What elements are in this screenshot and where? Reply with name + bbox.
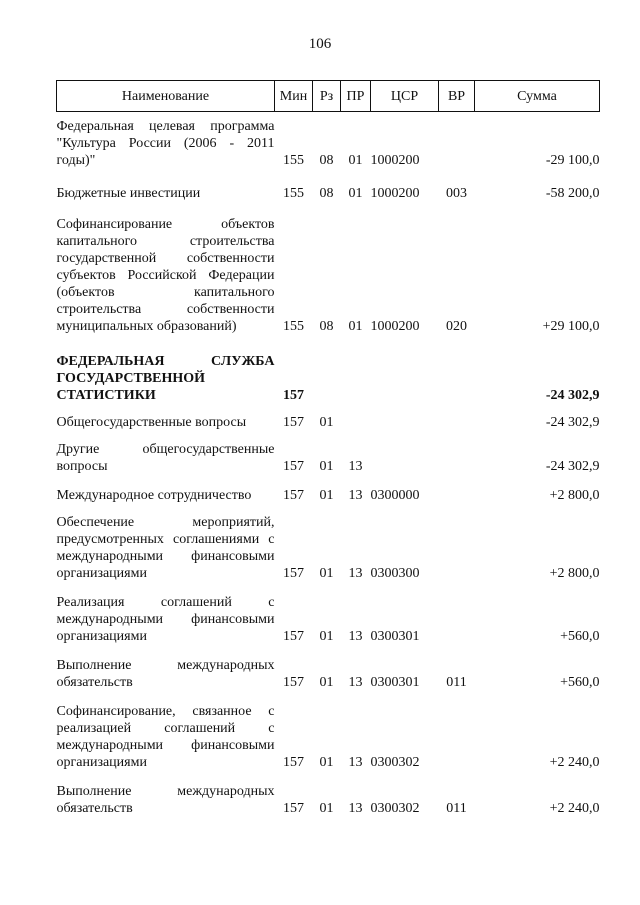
cell-sum: +2 240,0 (549, 755, 600, 770)
cell-pr: 13 (348, 566, 363, 581)
page-number: 106 (308, 36, 332, 52)
cell-rz: 01 (319, 488, 334, 503)
cell-name: ФЕДЕРАЛЬНАЯ СЛУЖБА ГОСУДАРСТВЕННОЙ СТАТИСТИКИ (56, 354, 275, 403)
header-csr: ЦСР (371, 81, 439, 112)
cell-rz: 01 (319, 566, 334, 581)
table-row (57, 112, 600, 170)
table-header-row (57, 81, 600, 112)
cell-rz: 08 (319, 186, 334, 201)
cell-vr: 003 (446, 186, 467, 201)
cell-sum: +2 800,0 (549, 566, 600, 581)
cell-pr: 01 (348, 186, 363, 201)
cell-min: 155 (283, 319, 304, 334)
table-row (57, 691, 600, 771)
cell-pr: 13 (348, 801, 363, 816)
budget-table (56, 80, 600, 817)
cell-csr: 0300000 (370, 488, 420, 503)
cell-pr: 01 (348, 153, 363, 168)
cell-name: Реализация соглашений с международными финансовыми организациями (56, 595, 275, 644)
table-row (57, 582, 600, 645)
header-name: Наименование (57, 81, 275, 112)
cell-vr (439, 404, 475, 431)
table-body (57, 112, 600, 818)
cell-name: Другие общегосударственные вопросы (56, 442, 275, 474)
cell-sum: +2 800,0 (549, 488, 600, 503)
table-row (57, 645, 600, 691)
cell-vr (439, 475, 475, 504)
header-rz: Рз (313, 81, 341, 112)
cell-vr (439, 112, 475, 170)
cell-rz: 01 (319, 629, 334, 644)
cell-vr (439, 504, 475, 582)
cell-csr (371, 404, 439, 431)
cell-csr: 1000200 (370, 186, 420, 201)
cell-pr: 13 (348, 488, 363, 503)
cell-vr: 011 (446, 801, 467, 816)
cell-min: 157 (283, 459, 304, 474)
table-row (57, 431, 600, 475)
cell-min: 157 (283, 566, 304, 581)
cell-vr: 020 (446, 319, 467, 334)
table-row (57, 335, 600, 404)
cell-name: Общегосударственные вопросы (56, 415, 247, 430)
cell-name: Бюджетные инвестиции (56, 186, 201, 201)
cell-name: Софинансирование, связанное с реализацией соглашений с международными финансовыми организациями (56, 704, 275, 770)
cell-min: 157 (283, 388, 304, 403)
header-pr: ПР (341, 81, 371, 112)
cell-vr (439, 335, 475, 404)
cell-csr: 0300301 (370, 629, 420, 644)
cell-csr: 0300301 (370, 675, 420, 690)
header-sum: Сумма (475, 81, 600, 112)
cell-name: Выполнение международных обязательств (56, 784, 275, 816)
cell-rz: 01 (319, 801, 334, 816)
cell-min: 157 (283, 675, 304, 690)
cell-sum: -58 200,0 (545, 186, 600, 201)
cell-csr: 0300302 (370, 755, 420, 770)
cell-vr (439, 691, 475, 771)
cell-pr: 01 (348, 319, 363, 334)
table-row (57, 771, 600, 817)
cell-rz (313, 335, 341, 404)
cell-min: 155 (283, 153, 304, 168)
cell-name: Выполнение международных обязательств (56, 658, 275, 690)
cell-name: Международное сотрудничество (56, 488, 252, 503)
cell-sum: -29 100,0 (545, 153, 600, 168)
cell-pr (341, 335, 371, 404)
cell-sum: +560,0 (560, 629, 600, 644)
cell-pr: 13 (348, 755, 363, 770)
cell-pr (341, 404, 371, 431)
cell-name: Софинансирование объектов капитального строительства государственной собственности субъектов Российской Федерации (объектов капитального строительства собственности муниципальных образований) (56, 217, 275, 334)
cell-pr: 13 (348, 459, 363, 474)
cell-sum: -24 302,9 (545, 388, 600, 403)
cell-vr (439, 431, 475, 475)
cell-min: 157 (283, 415, 304, 430)
table-row (57, 169, 600, 202)
cell-min: 155 (283, 186, 304, 201)
cell-pr: 13 (348, 675, 363, 690)
cell-csr: 0300302 (370, 801, 420, 816)
table-row (57, 202, 600, 335)
cell-min: 157 (283, 629, 304, 644)
cell-csr: 0300300 (370, 566, 420, 581)
cell-pr: 13 (348, 629, 363, 644)
cell-rz: 01 (319, 755, 334, 770)
cell-rz: 01 (319, 415, 334, 430)
cell-csr (371, 335, 439, 404)
table-row (57, 504, 600, 582)
table-row (57, 475, 600, 504)
cell-csr: 1000200 (370, 319, 420, 334)
cell-name: Обеспечение мероприятий, предусмотренных соглашениями с международными финансовыми организациями (56, 515, 275, 581)
cell-rz: 08 (319, 319, 334, 334)
cell-rz: 01 (319, 675, 334, 690)
cell-rz: 01 (319, 459, 334, 474)
cell-sum: -24 302,9 (545, 459, 600, 474)
cell-sum: -24 302,9 (545, 415, 600, 430)
cell-min: 157 (283, 801, 304, 816)
table-row (57, 404, 600, 431)
cell-csr: 1000200 (370, 153, 420, 168)
cell-vr: 011 (446, 675, 467, 690)
cell-sum: +2 240,0 (549, 801, 600, 816)
cell-sum: +560,0 (560, 675, 600, 690)
header-vr: ВР (439, 81, 475, 112)
cell-min: 157 (283, 488, 304, 503)
cell-name: Федеральная целевая программа "Культура России (2006 - 2011 годы)" (56, 119, 275, 168)
header-min: Мин (275, 81, 313, 112)
cell-sum: +29 100,0 (542, 319, 600, 334)
cell-rz: 08 (319, 153, 334, 168)
cell-min: 157 (283, 755, 304, 770)
cell-csr (371, 431, 439, 475)
cell-vr (439, 582, 475, 645)
